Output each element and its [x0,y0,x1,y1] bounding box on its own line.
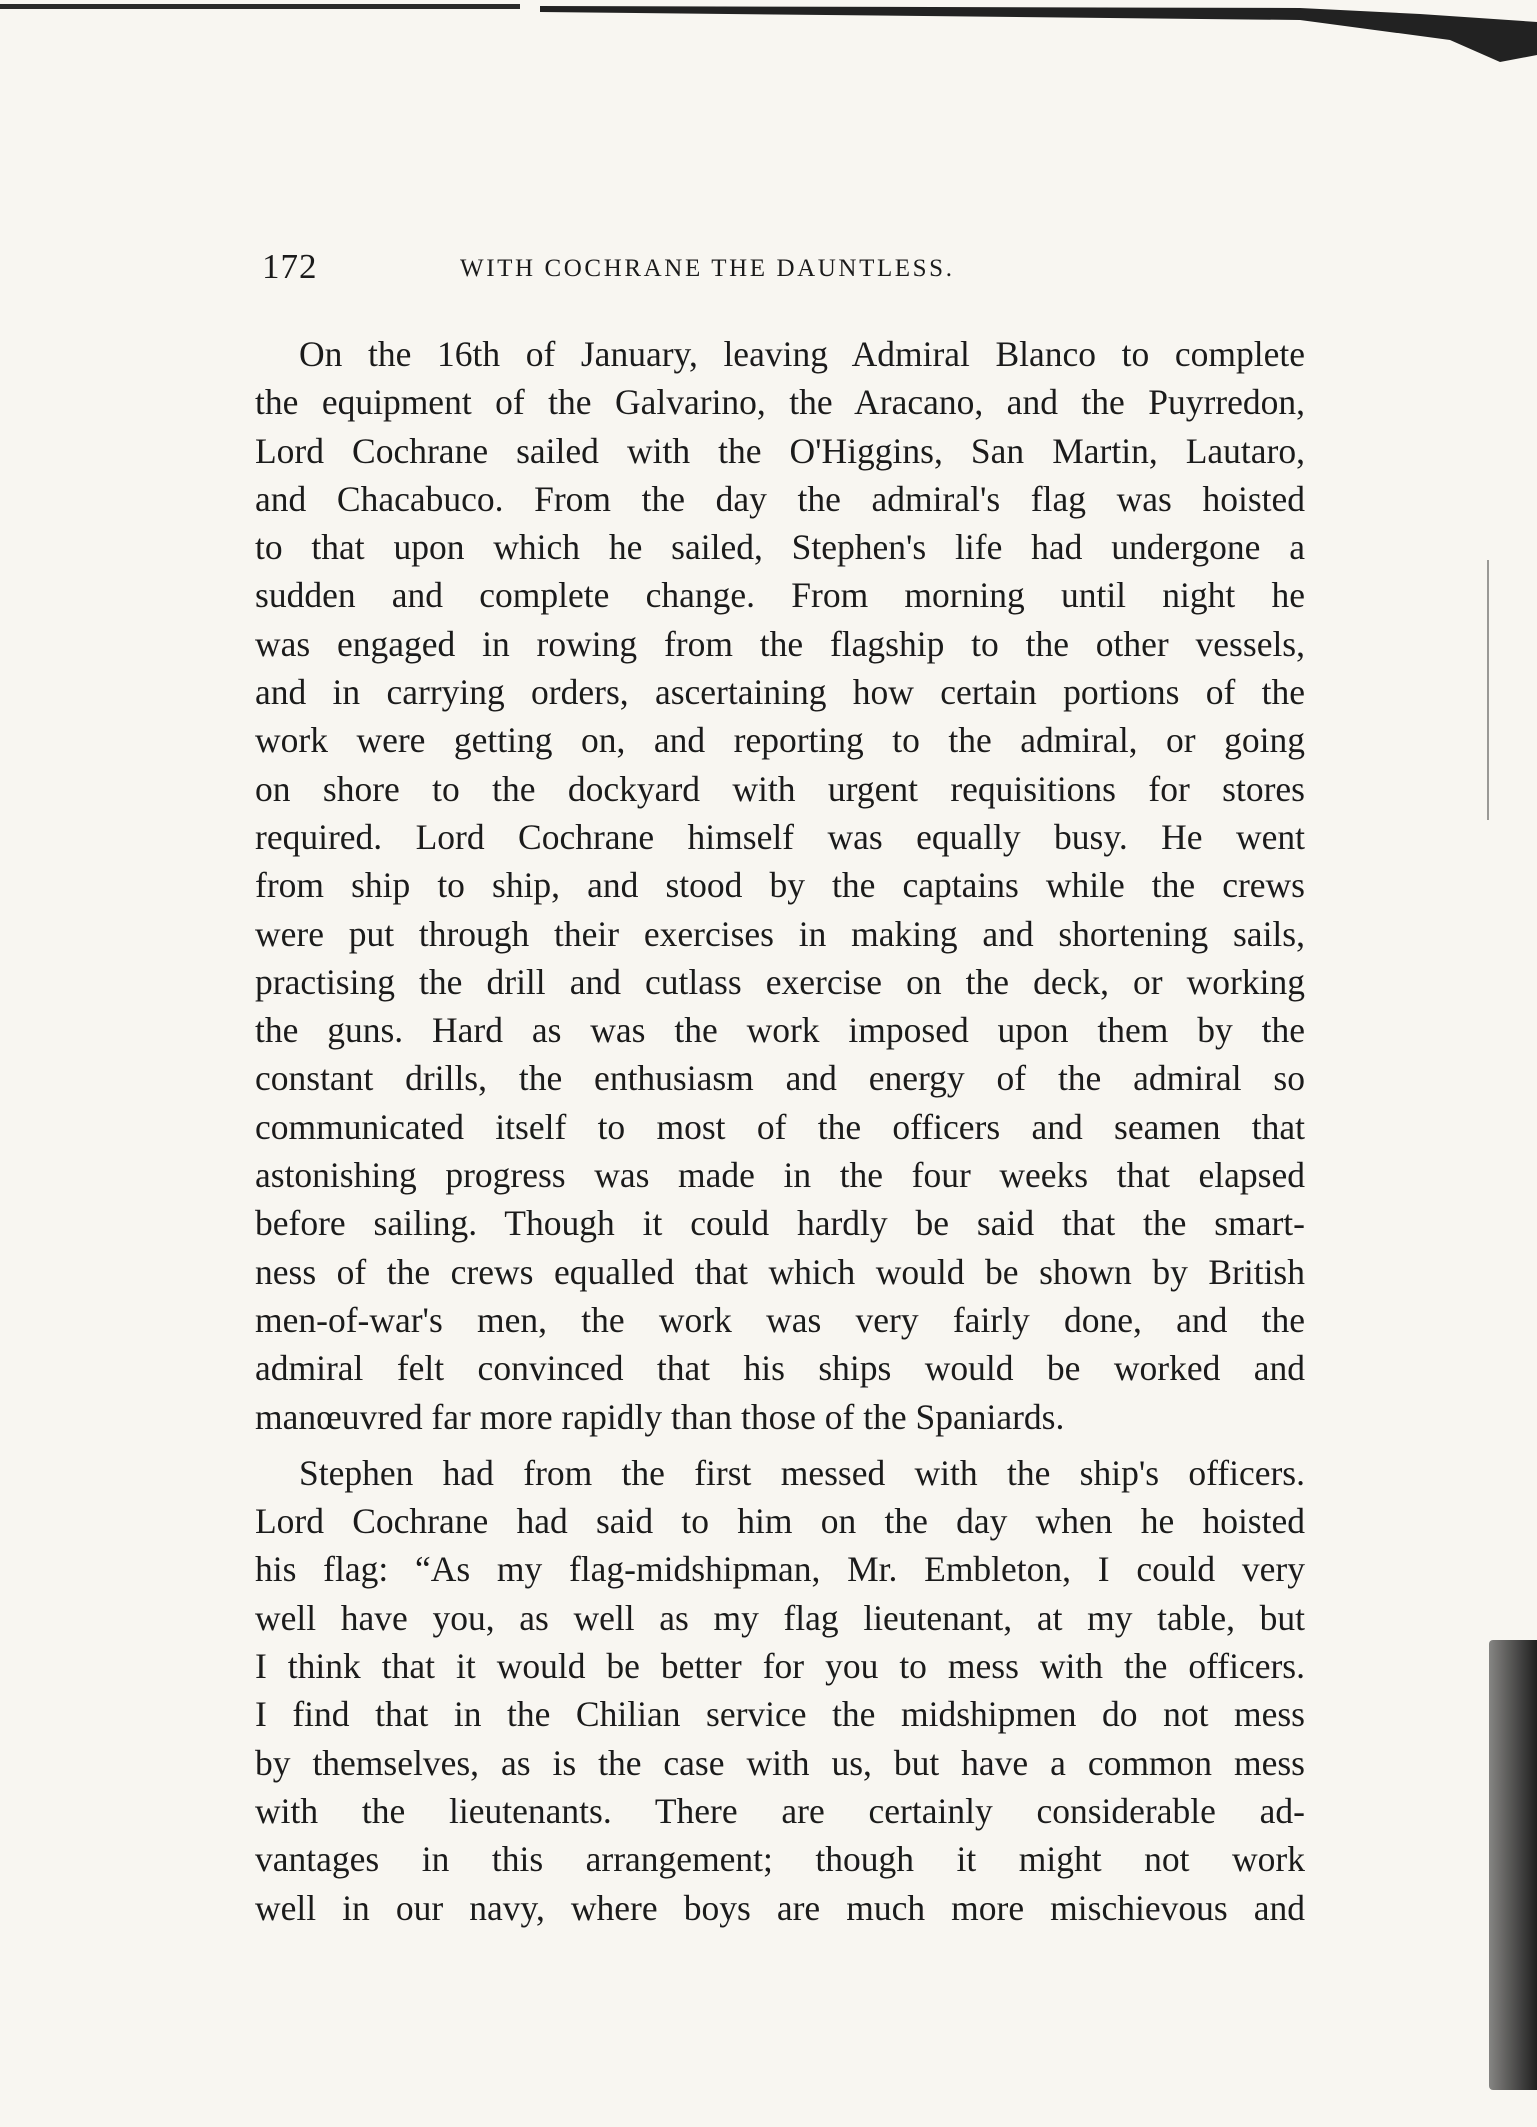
text-line: to that upon which he sailed, Stephen's life had undergone a [255,527,1305,568]
text-line: ness of the crews equalled that which would be shown by British [255,1251,1305,1292]
text-line: before sailing. Though it could hardly be said that the smart- [255,1203,1305,1244]
text-line: with the lieutenants. There are certainly considerable ad- [255,1790,1305,1831]
binding-shadow-line [1487,560,1489,820]
text-line: on shore to the dockyard with urgent requisitions for stores [255,768,1305,809]
text-line: I think that it would be better for you to mess with the officers. [255,1646,1305,1687]
text-line: well have you, as well as my flag lieutenant, at my table, but [255,1597,1305,1638]
text-line: required. Lord Cochrane himself was equally busy. He went [255,816,1305,857]
text-line: communicated itself to most of the officers and seamen that [255,1106,1305,1147]
paragraph-1 [255,330,1305,1441]
text-line: On the 16th of January, leaving Admiral Blanco to complete [299,334,1305,374]
top-printed-rule [0,0,1537,70]
text-line: by themselves, as is the case with us, but have a common mess [255,1742,1305,1783]
text-line: work were getting on, and reporting to the admiral, or going [255,720,1305,761]
text-line: Lord Cochrane sailed with the O'Higgins, San Martin, Lautaro, [255,430,1305,471]
text-line: I find that in the Chilian service the midshipmen do not mess [255,1694,1305,1735]
text-line: Lord Cochrane had said to him on the day when he hoisted [255,1501,1305,1542]
text-line: men-of-war's men, the work was very fairly done, and the [255,1299,1305,1340]
text-line: practising the drill and cutlass exercise on the deck, or working [255,961,1305,1002]
paragraph-gap [255,1441,1305,1449]
text-line: and Chacabuco. From the day the admiral's flag was hoisted [255,478,1305,519]
text-line: the equipment of the Galvarino, the Aracano, and the Puyrredon, [255,382,1305,423]
running-head [262,247,1302,297]
text-line: sudden and complete change. From morning until night he [255,575,1305,616]
text-line: astonishing progress was made in the four weeks that elapsed [255,1155,1305,1196]
text-line: admiral felt convinced that his ships would be worked and [255,1348,1305,1389]
text-line: and in carrying orders, ascertaining how certain portions of the [255,672,1305,713]
paragraph-2 [255,1449,1305,1932]
text-line: manœuvred far more rapidly than those of the Spaniards. [255,1396,1065,1437]
text-line: were put through their exercises in making and shortening sails, [255,913,1305,954]
binding-shadow [1489,1640,1537,2090]
page-number: 172 [262,247,318,286]
running-title: WITH COCHRANE THE DAUNTLESS. [460,255,955,282]
text-line: vantages in this arrangement; though it might not work [255,1839,1305,1880]
body-text [255,330,1305,1932]
text-line: the guns. Hard as was the work imposed upon them by the [255,1010,1305,1051]
text-line: well in our navy, where boys are much more mischievous and [255,1887,1305,1928]
text-line: was engaged in rowing from the flagship to the other vessels, [255,623,1305,664]
text-line: his flag: “As my flag-midshipman, Mr. Embleton, I could very [255,1549,1305,1590]
text-line: from ship to ship, and stood by the captains while the crews [255,865,1305,906]
text-line: Stephen had from the first messed with the ship's officers. [299,1452,1305,1493]
text-line: constant drills, the enthusiasm and energy of the admiral so [255,1058,1305,1099]
